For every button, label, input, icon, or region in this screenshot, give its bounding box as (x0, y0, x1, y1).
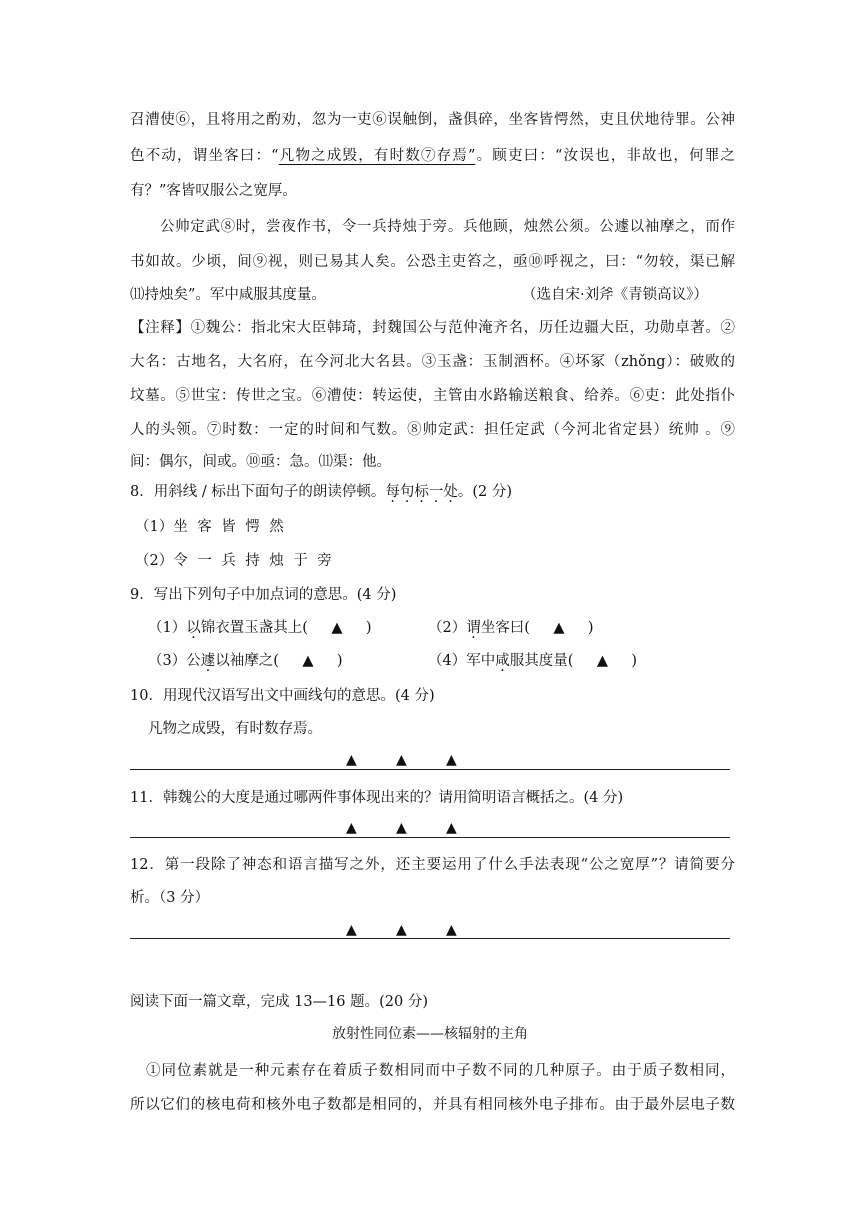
q9-item-4 (428, 651, 728, 671)
q11-answer-markers (346, 820, 496, 836)
sentence-char[interactable]: 皆 (221, 519, 236, 535)
triangle-icon: ▲ (446, 922, 457, 938)
sentence-char[interactable]: 兵 (221, 553, 236, 569)
q8-stem (130, 482, 735, 502)
q11-stem: 11．韩魏公的大度是通过哪两件事体现出来的？请用简明语言概括之。(4 分) (130, 790, 624, 806)
answer-blank[interactable] (530, 618, 588, 638)
q8-emphasis-dotted (385, 484, 458, 500)
dotted-char: 处 (443, 484, 458, 500)
answer-blank[interactable] (279, 651, 337, 671)
dotted-word: 以 (186, 620, 201, 636)
q8-chars-1 (173, 519, 293, 535)
article-para-1-line-1: ①同位素就是一种元素存在着质子数相同而中子数不同的几种原子。由于质子数相同， (146, 1063, 735, 1079)
passage-line-1: 召漕使⑥，且将用之酌劝，忽为一吏⑥误触倒，盏俱碎，坐客皆愕然，吏且伏地待罪。公神 (130, 112, 735, 128)
q10-sentence: 凡物之成毁，有时数存焉。 (148, 721, 322, 737)
passage-line-3: 有？”客皆叹服公之宽厚。 (130, 183, 297, 199)
article-title: 放射性同位素——核辐射的主角 (332, 1026, 528, 1042)
passage-text: 色不动，谓坐客曰：“ (130, 148, 279, 164)
q9-text: 以袖摩之( (215, 653, 279, 669)
q10-answer-markers (346, 752, 496, 768)
passage-text: 。顾吏曰：“汝误也，非故也，何罪之 (475, 148, 735, 164)
triangle-icon: ▲ (396, 922, 407, 938)
q11-answer-line[interactable] (130, 837, 730, 838)
q8-stem-text: 。(2 分) (457, 484, 512, 500)
triangle-icon: ▲ (346, 922, 357, 938)
q9-text: 坐客曰( (480, 620, 530, 636)
q9-text: ) (336, 653, 343, 669)
q12-stem-line-1: 12．第一段除了神态和语言描写之外，还主要运用了什么手法表现“公之宽厚”？请简要分 (130, 857, 735, 873)
passage-line-2 (130, 146, 735, 166)
triangle-icon: ▲ (396, 820, 407, 836)
triangle-icon: ▲ (396, 752, 407, 768)
q9-text: ) (631, 653, 638, 669)
q9-stem: 9．写出下列句子中加点词的意思。(4 分) (130, 587, 397, 603)
q9-label: （1） (148, 620, 187, 636)
q8-label: （1） (135, 519, 174, 535)
sentence-char[interactable]: 客 (197, 519, 212, 535)
q8-chars-2 (173, 553, 341, 569)
article-para-1-line-2: 所以它们的核电荷和核外电子数都是相同的，并具有相同核外电子排布。由于最外层电子数 (130, 1097, 735, 1113)
notes-line-2: 大名：古地名，大名府，在今河北大名县。③玉盏：玉制酒杯。④坏冢（zhǒng）：破败的 (130, 354, 735, 370)
sentence-char[interactable]: 令 (173, 553, 188, 569)
dotted-word: 谓 (466, 620, 481, 636)
q12-answer-line[interactable] (130, 938, 730, 939)
triangle-icon: ▲ (446, 820, 457, 836)
dotted-char: 一 (428, 484, 444, 500)
q9-text: ) (365, 620, 372, 636)
q12-answer-markers (346, 922, 496, 938)
q10-stem: 10．用现代汉语写出文中画线句的意思。(4 分) (130, 688, 435, 704)
dotted-word: 遽 (200, 653, 216, 669)
sentence-char[interactable]: 愕 (245, 519, 260, 535)
q9-label: （3）公 (148, 653, 201, 669)
triangle-icon: ▲ (553, 620, 565, 636)
notes-line-4: 人的头领。⑦时数：一定的时间和气数。⑧帅定武：担任定武（今河北省定县）统帅 。⑨ (130, 422, 735, 438)
notes-line-5: 间：偶尔，间或。⑩亟：急。⑾渠：他。 (130, 454, 391, 470)
sentence-char[interactable]: 坐 (173, 519, 188, 535)
passage-line-4: 公帅定武⑧时，尝夜作书，令一兵持烛于旁。兵他顾，烛然公须。公遽以袖摩之，而作 (160, 219, 735, 235)
sentence-char[interactable]: 持 (245, 553, 260, 569)
passage-line-6: ⑾持烛矣”。军中咸服其度量。 (130, 287, 326, 303)
underlined-sentence: 凡物之成毁，有时数⑦存焉” (278, 148, 476, 164)
q10-answer-line[interactable] (130, 769, 730, 770)
sentence-char[interactable]: 于 (293, 553, 308, 569)
q9-text: ) (587, 620, 594, 636)
q8-sentence-2 (135, 551, 740, 571)
q8-sentence-1 (135, 517, 740, 537)
triangle-icon: ▲ (346, 820, 357, 836)
q9-text: 锦衣置玉盏其上( (200, 620, 308, 636)
q12-stem-line-2: 析。（3 分） (130, 890, 210, 906)
source-citation: （选自宋·刘斧《青锁高议》） (522, 287, 708, 303)
reading-intro: 阅读下面一篇文章，完成 13—16 题。(20 分) (130, 994, 428, 1010)
q9-label: （2） (428, 620, 467, 636)
dotted-word: 咸 (495, 653, 510, 669)
passage-line-5: 书如故。少顷，间⑨视，则已易其人矣。公恐主吏笞之，亟⑩呼视之，曰：“勿较，渠已解 (130, 254, 735, 270)
sentence-char[interactable]: 旁 (317, 553, 332, 569)
q9-item-2 (428, 618, 728, 638)
answer-blank[interactable] (308, 618, 366, 638)
dotted-char: 句 (399, 484, 415, 500)
sentence-char[interactable]: 烛 (269, 553, 284, 569)
q9-label: （4）军中 (428, 653, 496, 669)
q8-stem-text: 8．用斜线 / 标出下面句子的朗读停顿。 (130, 484, 386, 500)
q8-label: （2） (135, 553, 174, 569)
triangle-icon: ▲ (446, 752, 457, 768)
triangle-icon: ▲ (331, 620, 343, 636)
answer-blank[interactable] (573, 651, 631, 671)
triangle-icon: ▲ (596, 653, 608, 669)
dotted-char: 标 (414, 484, 429, 500)
sentence-char[interactable]: 一 (197, 553, 212, 569)
notes-line-1: 【注释】①魏公：指北宋大臣韩琦，封魏国公与范仲淹齐名，历任边疆大臣，功勋卓著。② (130, 320, 735, 336)
triangle-icon: ▲ (302, 653, 314, 669)
dotted-char: 每 (385, 484, 400, 500)
notes-line-3: 坟墓。⑤世宝：传世之宝。⑥漕使：转运使，主管由水路输送粮食、给养。⑥吏：此处指仆 (130, 388, 735, 404)
triangle-icon: ▲ (346, 752, 357, 768)
q9-text: 服其度量( (509, 653, 574, 669)
sentence-char[interactable]: 然 (269, 519, 284, 535)
